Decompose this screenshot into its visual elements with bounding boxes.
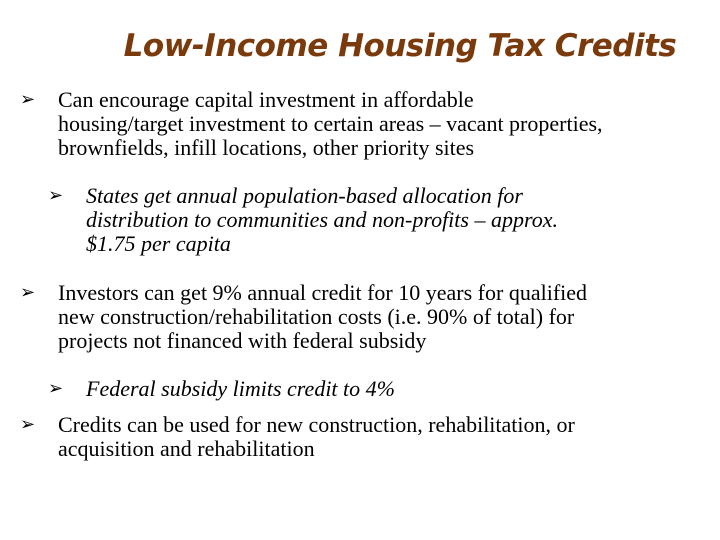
bullet-line: new construction/rehabilitation costs (i.e. 90% of total) for xyxy=(58,304,575,329)
arrow-bullet-icon: ➢ xyxy=(20,414,36,435)
slide-title: Low-Income Housing Tax Credits xyxy=(123,28,677,64)
bullet-text xyxy=(58,281,587,353)
sub-bullet-text xyxy=(86,184,558,256)
arrow-bullet-icon: ➢ xyxy=(48,378,64,399)
bullet-line: distribution to communities and non-profits – approx. xyxy=(86,207,558,232)
bullet-line: brownfields, infill locations, other priority sites xyxy=(58,135,475,160)
bullet-line: Investors can get 9% annual credit for 10 years for qualified xyxy=(58,280,588,305)
bullet-line: Federal subsidy limits credit to 4% xyxy=(86,376,395,401)
arrow-bullet-icon: ➢ xyxy=(20,89,36,110)
arrow-bullet-icon: ➢ xyxy=(20,282,36,303)
bullet-text xyxy=(58,88,603,160)
bullet-line: acquisition and rehabilitation xyxy=(58,436,315,461)
bullet-line: $1.75 per capita xyxy=(86,231,231,256)
bullet-line: Can encourage capital investment in affordable xyxy=(58,87,474,112)
bullet-line: housing/target investment to certain areas – vacant properties, xyxy=(58,111,603,136)
arrow-bullet-icon: ➢ xyxy=(48,185,64,206)
sub-bullet-text xyxy=(86,377,395,401)
bullet-line: Credits can be used for new construction, rehabilitation, or xyxy=(58,412,575,437)
bullet-text xyxy=(58,413,575,461)
bullet-line: projects not financed with federal subsidy xyxy=(58,328,427,353)
bullet-line: States get annual population-based allocation for xyxy=(86,183,523,208)
